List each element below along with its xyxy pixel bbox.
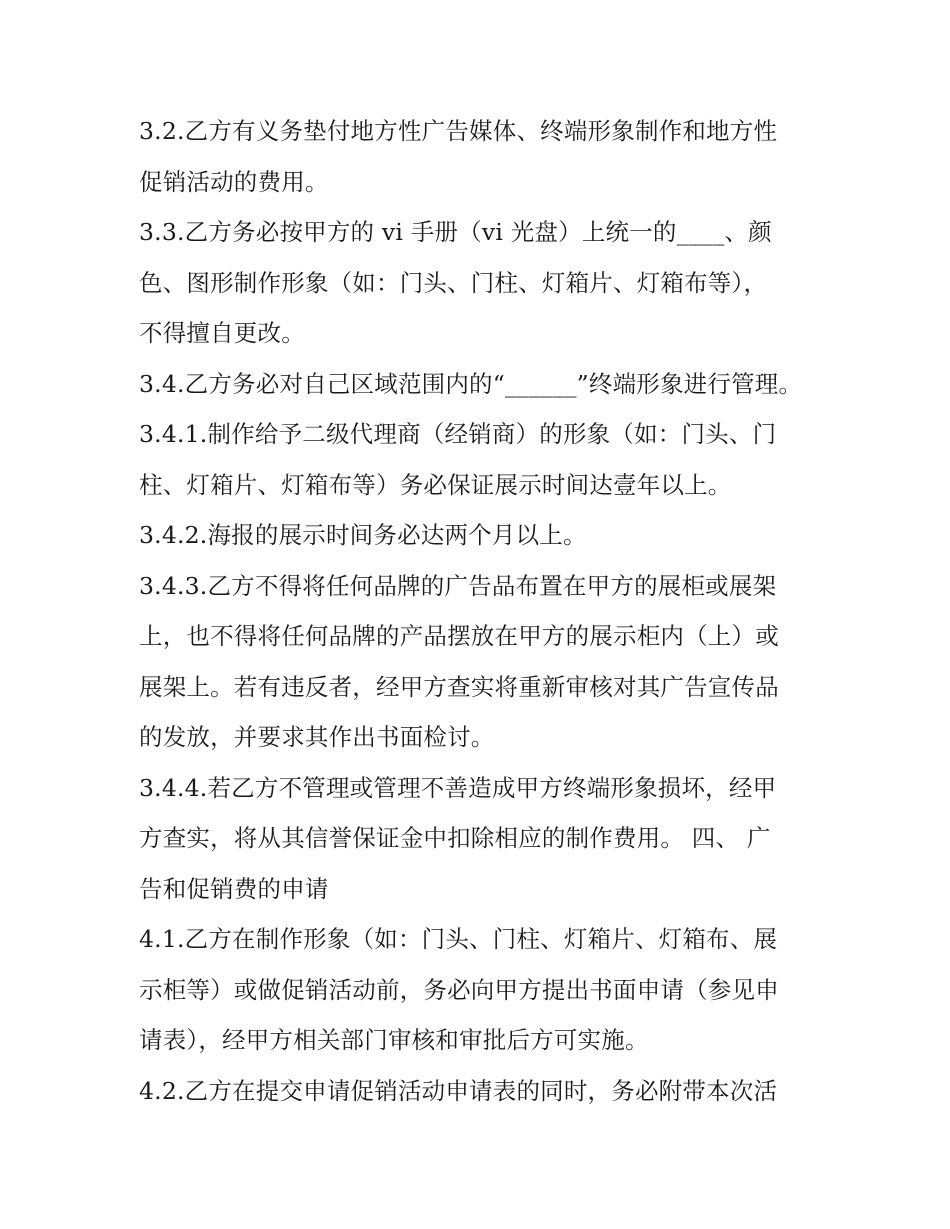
text-line: 3.4.2.海报的展示时间务必达两个月以上。: [139, 521, 587, 549]
text-line: 3.4.4.若乙方不管理或管理不善造成甲方终端形象损坏，经甲: [139, 773, 777, 802]
text-line: 展架上。若有违反者，经甲方查实将重新审核对其广告宣传品: [139, 672, 779, 701]
text-line: 4.1.乙方在制作形象（如：门头、门柱、灯箱片、灯箱布、展: [139, 925, 778, 953]
text-line: 3.4.1.制作给予二级代理商（经销商）的形象（如：门头、门: [139, 420, 777, 448]
document-body: [139, 106, 819, 1116]
text-line: 促销活动的费用。: [139, 167, 329, 196]
text-line: 的发放，并要求其作出书面检讨。: [139, 723, 495, 751]
text-line: 方查实，将从其信誉保证金中扣除相应的制作费用。 四、 广: [139, 824, 771, 852]
text-line: 请表），经甲方相关部门审核和审批后方可实施。: [139, 1026, 649, 1054]
text-line: 示柜等）或做促销活动前，务必向甲方提出书面申请（参见申: [139, 975, 779, 1004]
text-line: 3.4.3.乙方不得将任何品牌的广告品布置在甲方的展柜或展架: [139, 571, 777, 600]
text-line: 柱、灯箱片、灯箱布等）务必保证展示时间达壹年以上。: [139, 470, 732, 499]
text-line: 3.3.乙方务必按甲方的 vi 手册（vi 光盘）上统一的____、颜: [139, 218, 772, 246]
text-line: 不得擅自更改。: [139, 319, 305, 347]
text-line: 告和促销费的申请: [139, 874, 329, 903]
text-line: 4.2.乙方在提交申请促销活动申请表的同时，务必附带本次活: [139, 1076, 778, 1105]
text-line: 色、图形制作形象（如：门头、门柱、灯箱片、灯箱布等），: [139, 268, 768, 297]
text-line: 3.2.乙方有义务垫付地方性广告媒体、终端形象制作和地方性: [139, 117, 778, 145]
text-line: 3.4.乙方务必对自己区域范围内的“______”终端形象进行管理。: [139, 369, 803, 398]
text-line: 上，也不得将任何品牌的产品摆放在甲方的展示柜内（上）或: [139, 622, 779, 650]
